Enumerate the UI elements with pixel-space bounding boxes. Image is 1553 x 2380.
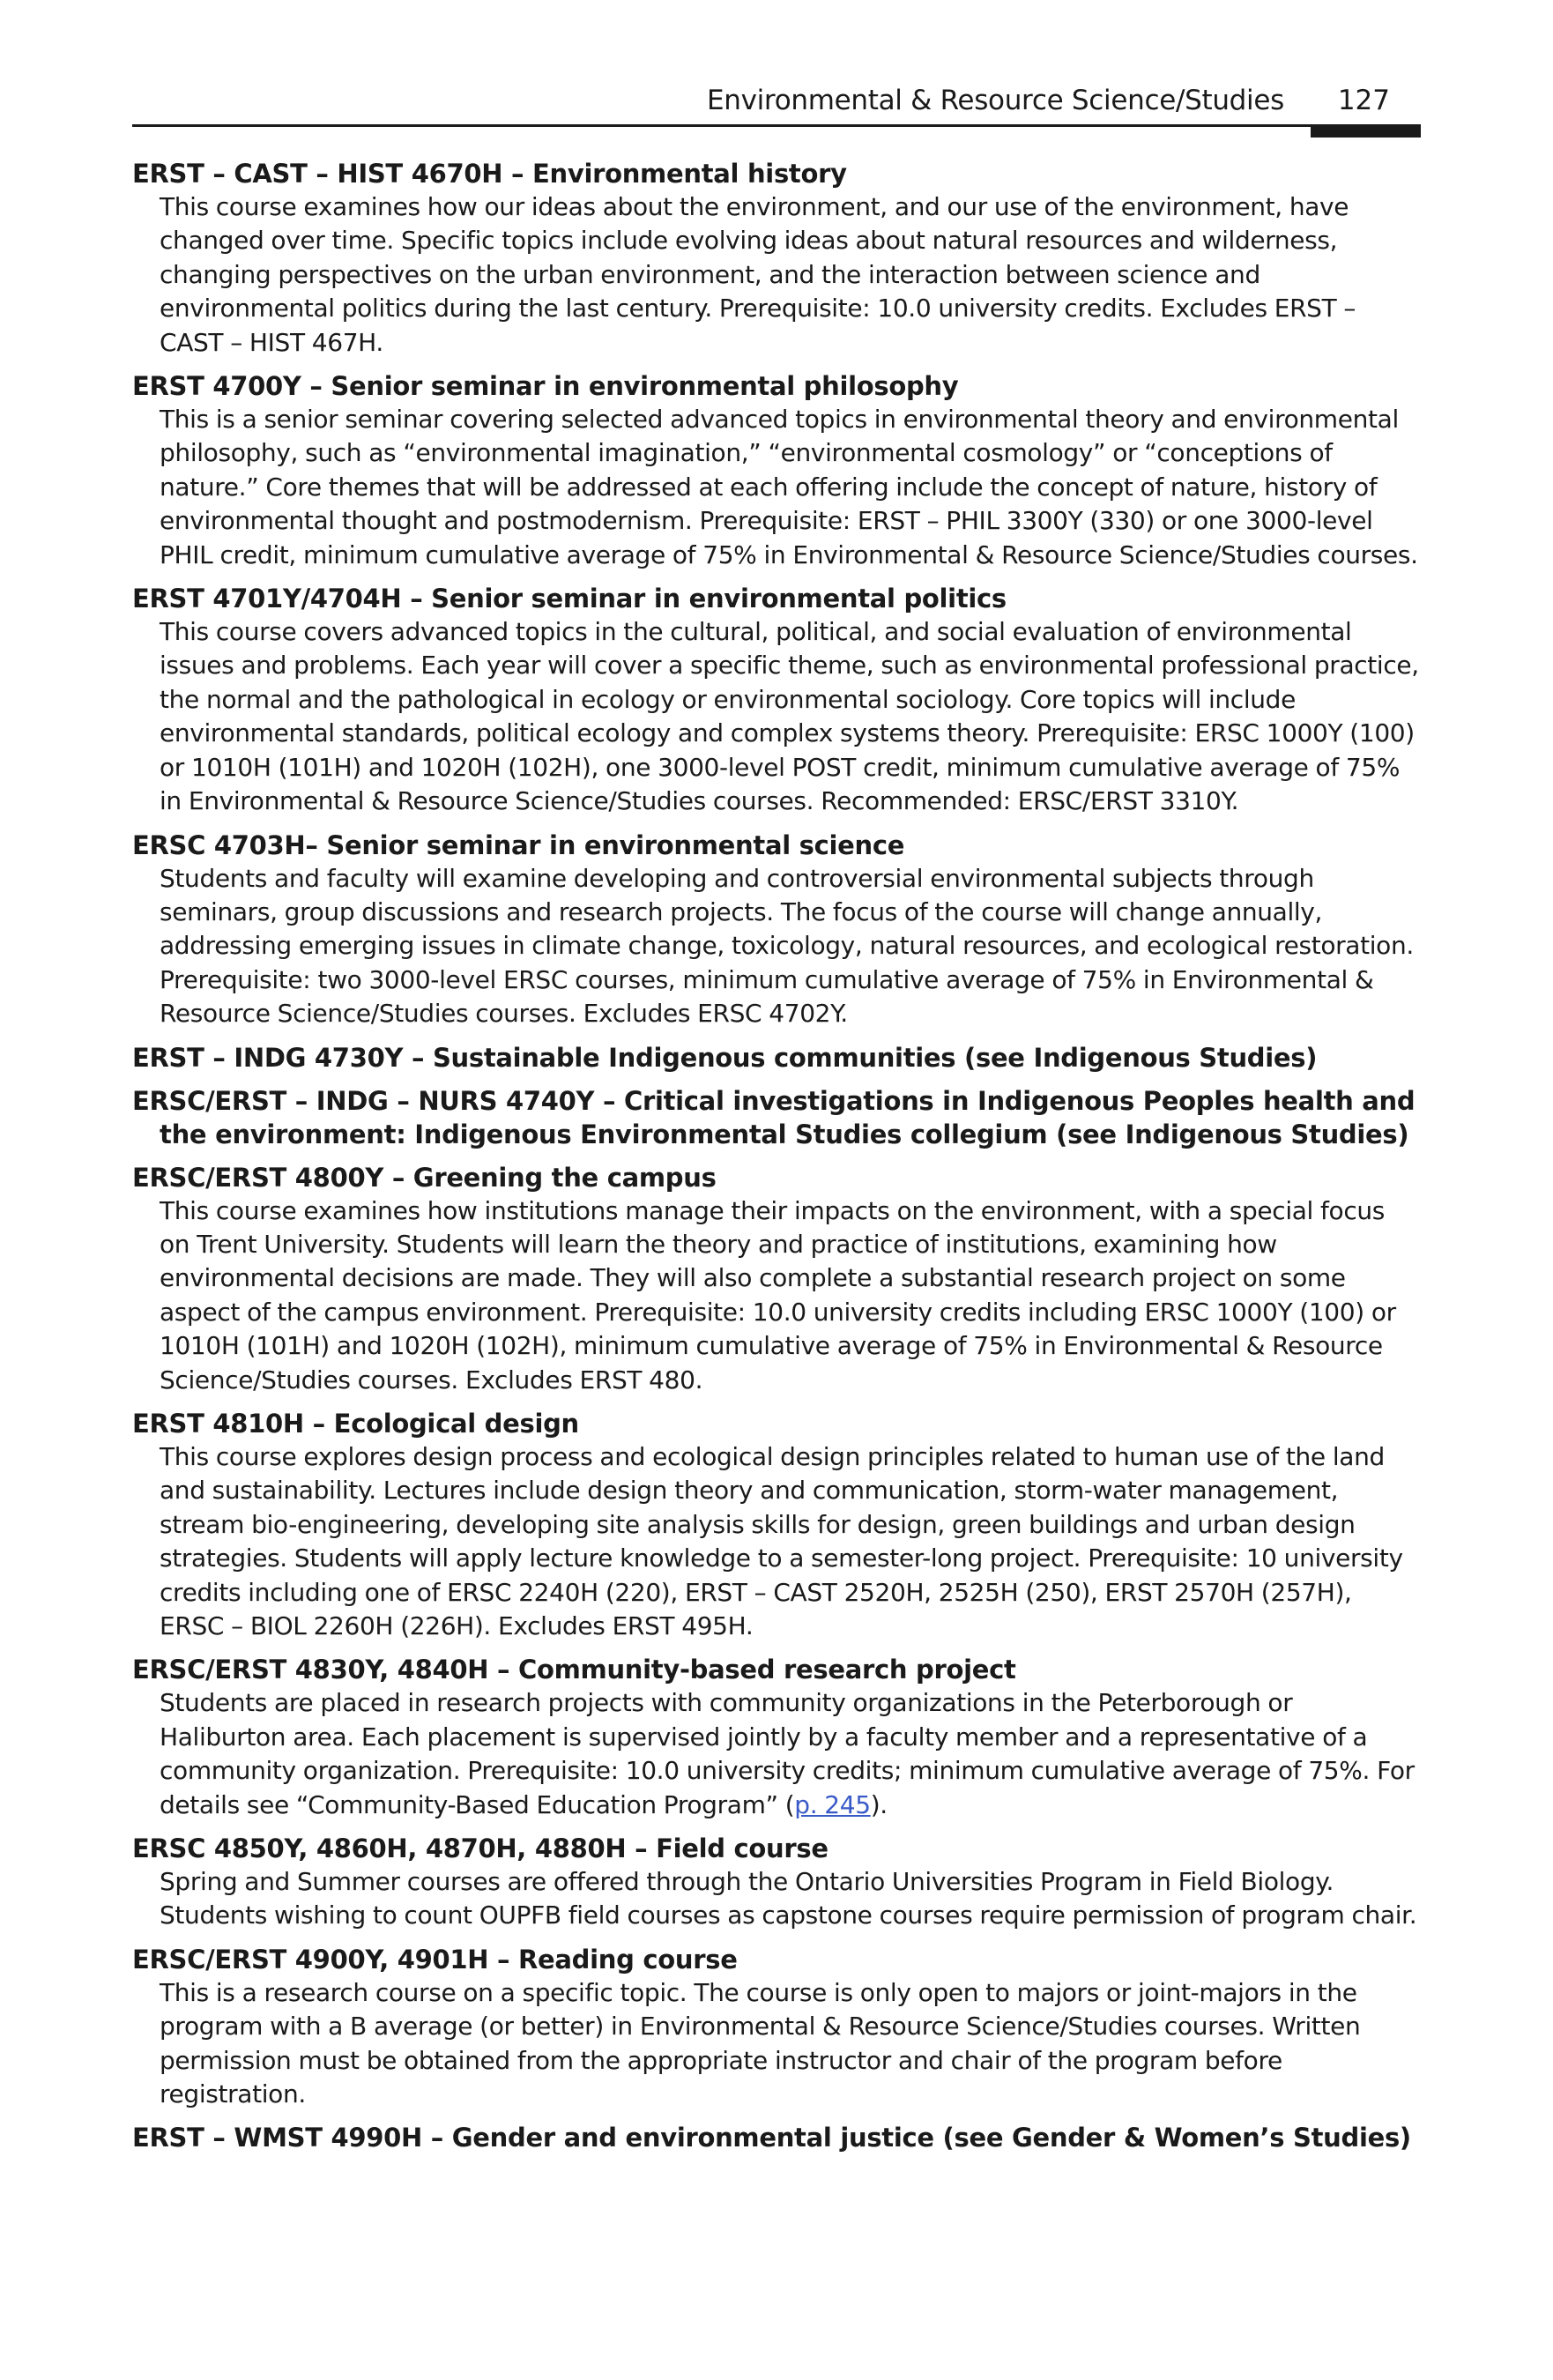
- course-title: ERSC/ERST 4800Y – Greening the campus: [132, 1162, 717, 1193]
- section-title: Environmental & Resource Science/Studies: [706, 85, 1284, 116]
- course-title: ERST 4701Y/4704H – Senior seminar in environmental politics: [132, 584, 1007, 614]
- course-description: This course examines how our ideas about the environment, and our use of the environment, have changed over time. Specific topics include evolving ideas about natural resources and wilderness, changing perspectives on the urban environment, and the interaction between science and environmental politics during the last century. Prerequisite: 10.0 university credits. Excludes ERST – CAST – HIST 467H.: [160, 192, 1356, 357]
- course-title: ERSC/ERST 4900Y, 4901H – Reading course: [132, 1944, 738, 1975]
- course-title: ERST – WMST 4990H – Gender and environmental justice (see Gender & Women’s Studies): [132, 2123, 1411, 2153]
- course-entry: [132, 2121, 1421, 2154]
- course-description: This course covers advanced topics in the cultural, political, and social evaluation of environmental issues and problems. Each year will cover a specific theme, such as environmental professional practice, the normal and the pathological in ecology or environmental sociology. Core topics will include environmental standards, political ecology and complex systems theory. Prerequisite: ERSC 1000Y (100) or 1010H (101H) and 1020H (102H), one 3000-level POST credit, minimum cumulative average of 75% in Environmental & Resource Science/Studies courses. Recommended: ERSC/ERST 3310Y.: [160, 617, 1419, 816]
- course-entry: [132, 1407, 1421, 1643]
- course-title: ERSC/ERST – INDG – NURS 4740Y – Critical investigations in Indigenous Peoples health and the environment: Indigenous Environmental Studies collegium (see Indigenous Studies): [132, 1085, 1416, 1149]
- course-entry: [132, 829, 1421, 1031]
- course-title: ERSC 4850Y, 4860H, 4870H, 4880H – Field course: [132, 1833, 829, 1864]
- course-entry: [132, 1943, 1421, 2112]
- course-entry: [132, 1161, 1421, 1397]
- page-header: [132, 81, 1421, 127]
- course-description: Spring and Summer courses are offered through the Ontario Universities Program in Field Biology. Students wishing to count OUPFB field courses as capstone courses require permission of program chair.: [160, 1867, 1417, 1930]
- course-entry: [132, 369, 1421, 572]
- course-title: ERST – INDG 4730Y – Sustainable Indigenous communities (see Indigenous Studies): [132, 1042, 1318, 1073]
- course-description: This course explores design process and ecological design principles related to human use of the land and sustainability. Lectures include design theory and communication, storm-water management, stream bio-engineering, developing site analysis skills for design, green buildings and urban design strategies. Students will apply lecture knowledge to a semester-long project. Prerequisite: 10 university credits including one of ERSC 2240H (220), ERST – CAST 2520H, 2525H (250), ERST 2570H (257H), ERSC – BIOL 2260H (226H). Excludes ERST 495H.: [160, 1441, 1403, 1640]
- course-entry: [132, 582, 1421, 818]
- course-entry: [132, 1041, 1421, 1075]
- course-description-block: [160, 1686, 1421, 1822]
- course-title: ERSC 4703H– Senior seminar in environmental science: [132, 829, 905, 860]
- course-description: This is a research course on a specific topic. The course is only open to majors or joint-majors in the program with a B average (or better) in Environmental & Resource Science/Studies courses. Written permission must be obtained from the appropriate instructor and chair of the program before registration.: [160, 1977, 1361, 2109]
- page-tab-marker: [1311, 127, 1421, 138]
- course-description: This is a senior seminar covering selected advanced topics in environmental theory and environmental philosophy, such as “environmental imagination,” “environmental cosmology” or “conceptions of nature.” Core themes that will be addressed at each offering include the concept of nature, history of environmental thought and postmodernism. Prerequisite: ERST – PHIL 3300Y (330) or one 3000-level PHIL credit, minimum cumulative average of 75% in Environmental & Resource Science/Studies courses.: [160, 405, 1418, 569]
- course-title: ERST 4700Y – Senior seminar in environmental philosophy: [132, 371, 959, 402]
- course-entry: [132, 157, 1421, 360]
- header-rule: [132, 124, 1421, 127]
- course-entry: [132, 1084, 1421, 1151]
- course-description: Students and faculty will examine developing and controversial environmental subjects through seminars, group discussions and research projects. The focus of the course will change annually, addressing emerging issues in climate change, toxicology, natural resources, and ecological restoration. Prerequisite: two 3000-level ERSC courses, minimum cumulative average of 75% in Environmental & Resource Science/Studies courses. Excludes ERSC 4702Y.: [160, 863, 1414, 1029]
- page-number: 127: [1337, 85, 1390, 116]
- course-description: This course examines how institutions manage their impacts on the environment, with a special focus on Trent University. Students will learn the theory and practice of institutions, examining how environmental decisions are made. They will also complete a substantial research project on some aspect of the campus environment. Prerequisite: 10.0 university credits including ERSC 1000Y (100) or 1010H (101H) and 1020H (102H), minimum cumulative average of 75% in Environmental & Resource Science/Studies courses. Excludes ERST 480.: [160, 1195, 1396, 1395]
- course-entry: [132, 1653, 1421, 1822]
- course-title: ERST – CAST – HIST 4670H – Environmental history: [132, 159, 847, 189]
- course-title: ERST 4810H – Ecological design: [132, 1408, 579, 1439]
- course-description: Students are placed in research projects with community organizations in the Peterborough or Haliburton area. Each placement is supervised jointly by a faculty member and a representative of a community organization. Prerequisite: 10.0 university credits; minimum cumulative average of 75%. For details see “Community-Based Education Program” (: [160, 1688, 1415, 1819]
- page-link[interactable]: p. 245: [794, 1789, 871, 1819]
- course-title: ERSC/ERST 4830Y, 4840H – Community-based research project: [132, 1655, 1016, 1685]
- course-list: [132, 157, 1421, 2164]
- course-description-end: ).: [870, 1789, 888, 1819]
- course-entry: [132, 1832, 1421, 1933]
